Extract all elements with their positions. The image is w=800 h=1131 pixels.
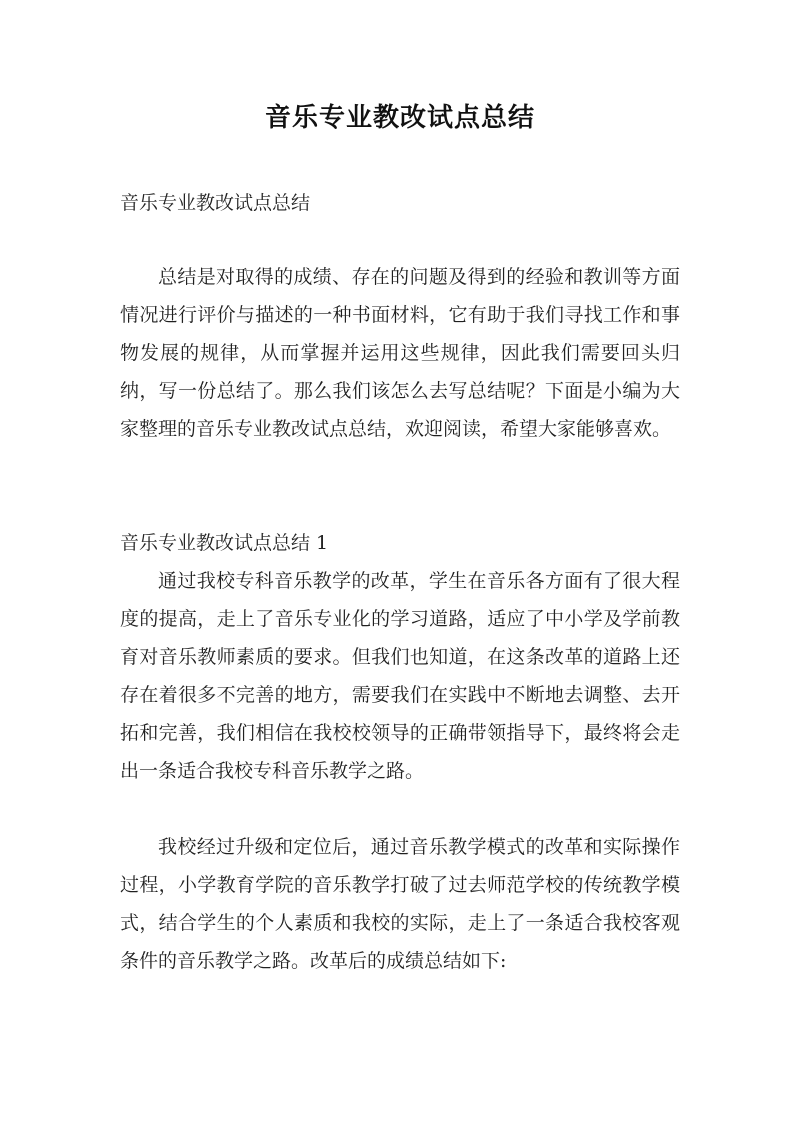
body-paragraph: 通过我校专科音乐教学的改革，学生在音乐各方面有了很大程度的提高，走上了音乐专业化的学习道路，适应了中小学及学前教育对音乐教师素质的要求。但我们也知道，在这条改革的道路上还存在着很多不完善的地方，需要我们在实践中不断地去调整、去开拓和完善，我们相信在我校校领导的正确带领指导下，最终将会走出一条适合我校专科音乐教学之路。 — [120, 570, 680, 782]
intro-paragraph: 总结是对取得的成绩、存在的问题及得到的经验和教训等方面情况进行评价与描述的一种书面材料，它有助于我们寻找工作和事物发展的规律，从而掌握并运用这些规律，因此我们需要回头归纳，写一份总结了。那么我们该怎么去写总结呢？下面是小编为大家整理的音乐专业教改试点总结，欢迎阅读，希望大家能够喜欢。 — [120, 266, 680, 440]
body-paragraph: 我校经过升级和定位后，通过音乐教学模式的改革和实际操作过程，小学教育学院的音乐教学打破了过去师范学校的传统教学模式，结合学生的个人素质和我校的实际，走上了一条适合我校客观条件的音乐教学之路。改革后的成绩总结如下: — [120, 836, 680, 972]
section-heading: 音乐专业教改试点总结 1 — [120, 532, 329, 554]
document-subtitle: 音乐专业教改试点总结 — [120, 192, 311, 214]
document-title: 音乐专业教改试点总结 — [264, 103, 535, 133]
